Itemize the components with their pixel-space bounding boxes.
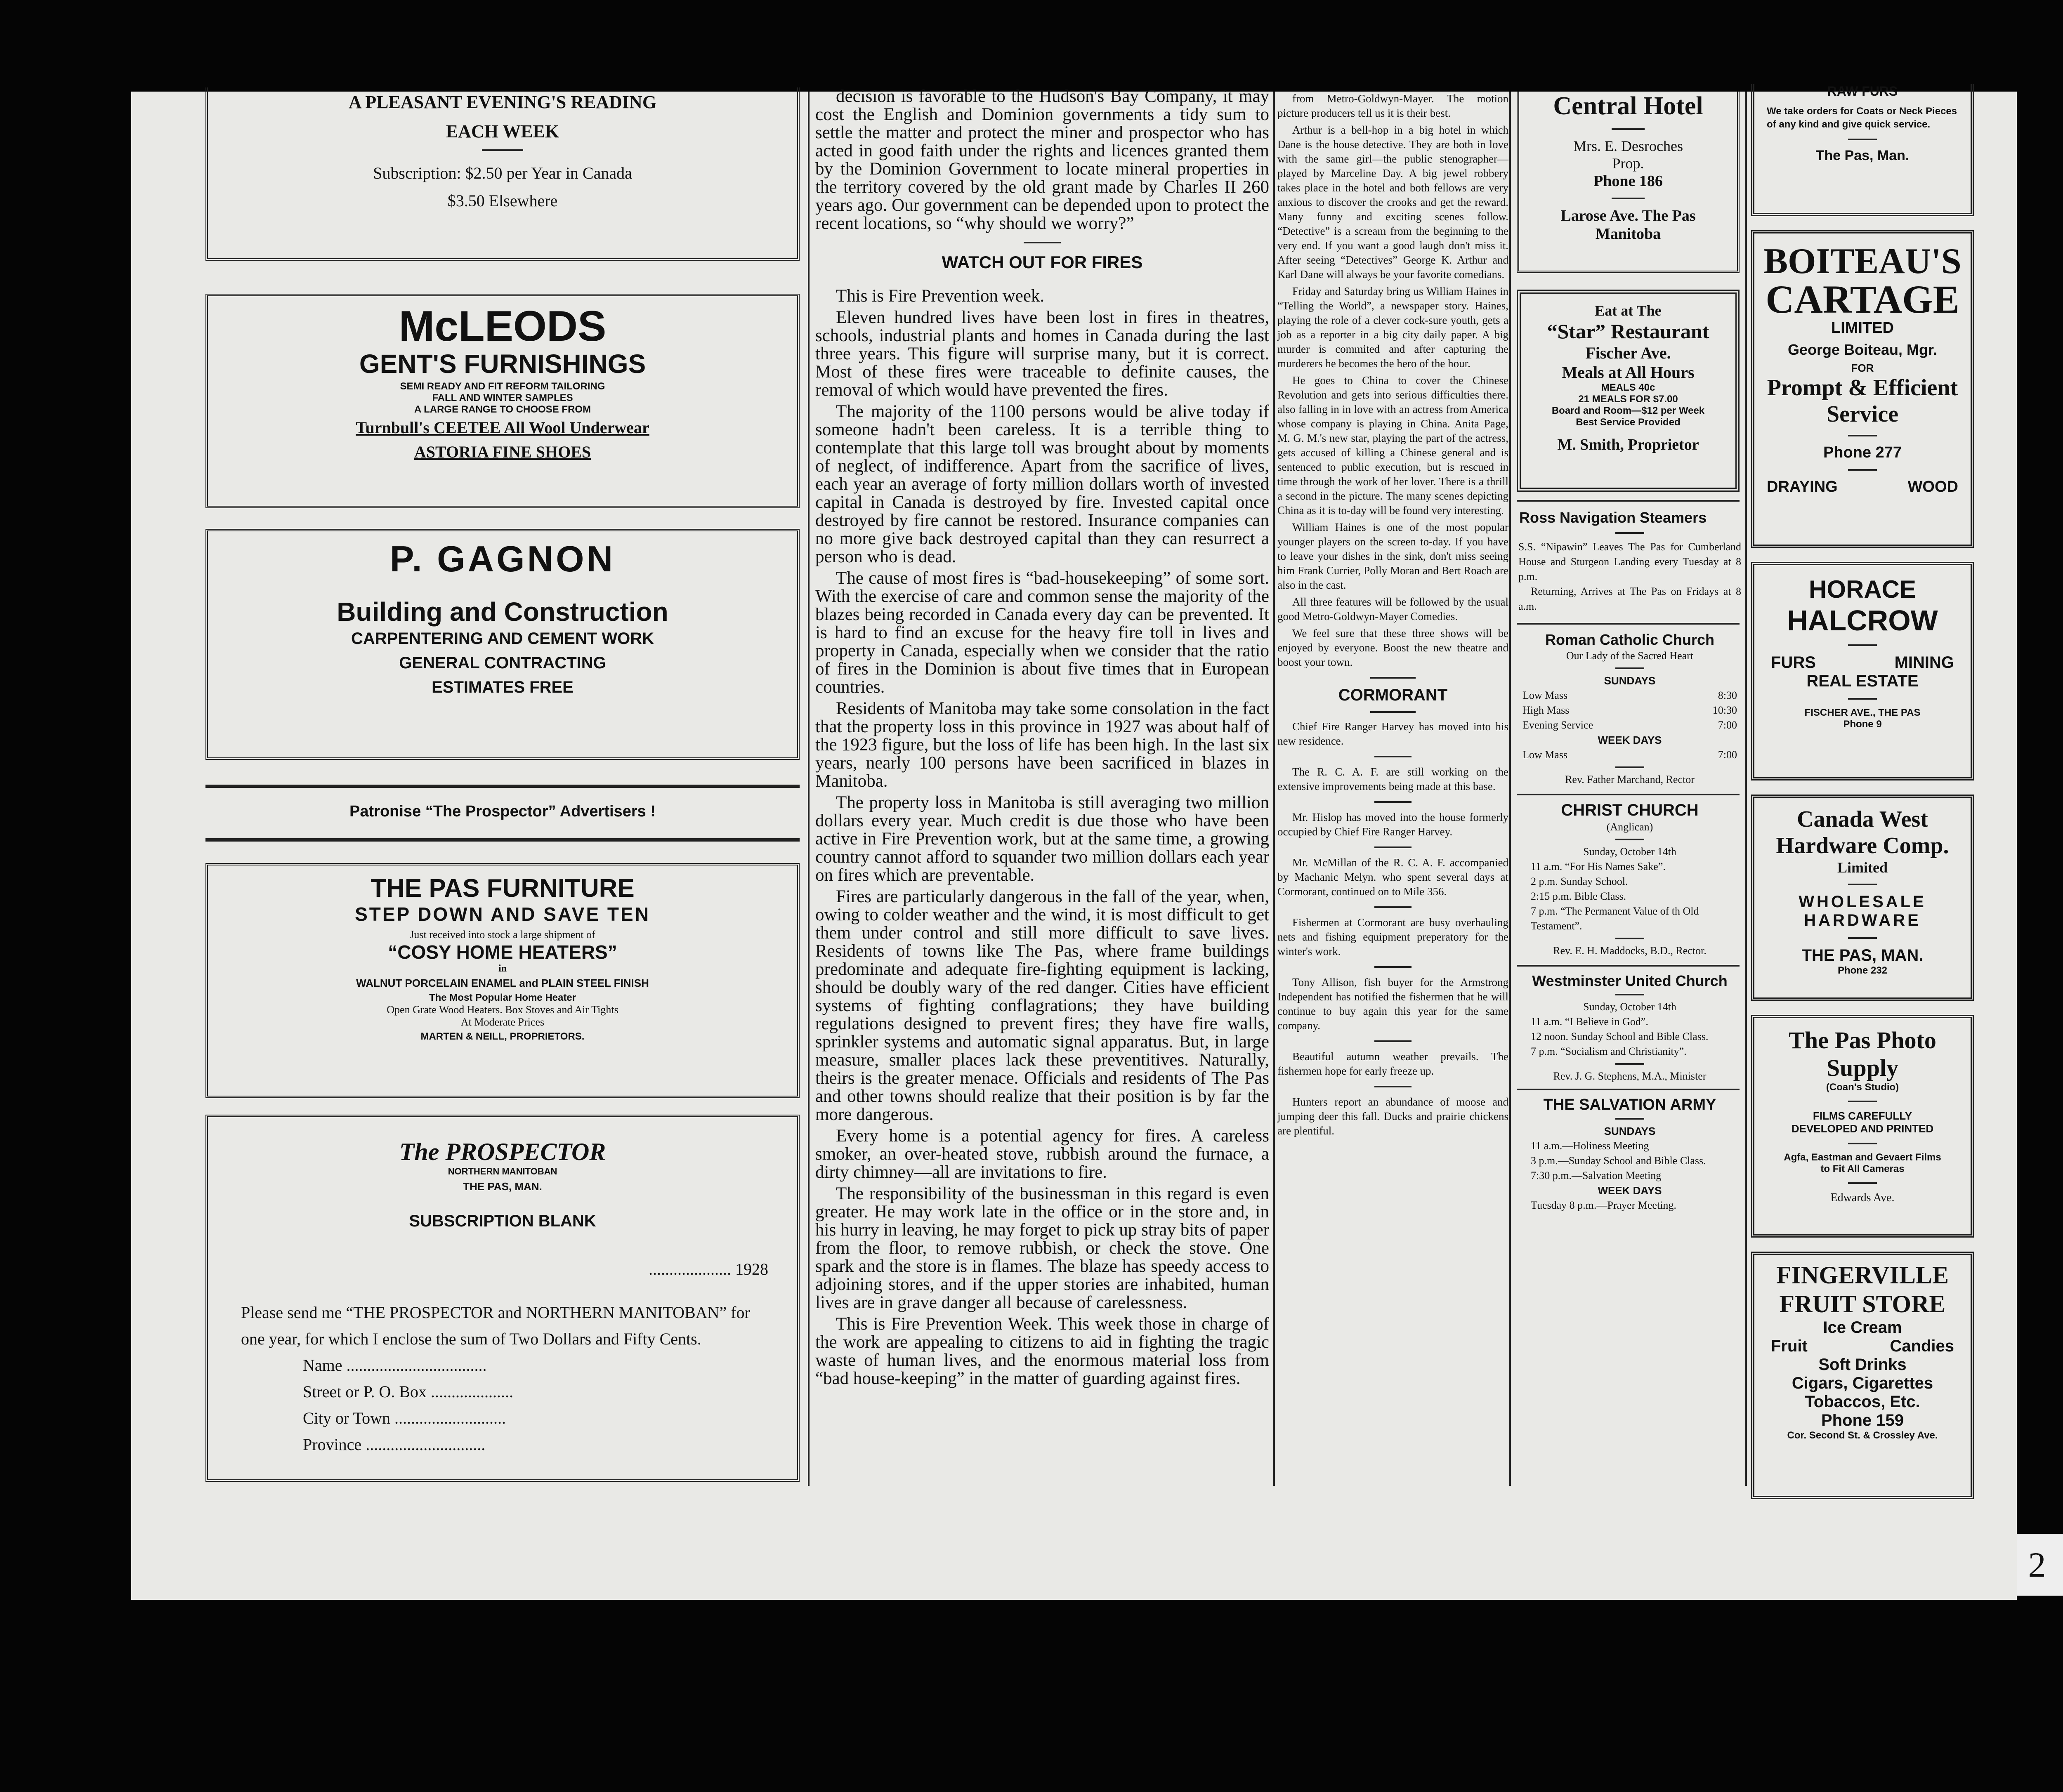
boiteau-name: CARTAGE: [1766, 277, 1959, 321]
photo-address: Edwards Ave.: [1830, 1191, 1895, 1204]
mcleods-underwear: Turnbull's CEETEE All Wool Underwear: [356, 418, 649, 437]
mcleods-shoes: ASTORIA FINE SHOES: [414, 443, 591, 461]
salvation-sundays: SUNDAYS: [1604, 1125, 1656, 1137]
reading-title: A PLEASANT EVENING'S READING: [348, 92, 657, 112]
prospector-town: THE PAS, MAN.: [463, 1180, 542, 1193]
raw-furs-ad: [1751, 84, 1974, 216]
roman-catholic-section: [1514, 631, 1745, 787]
mcleods-line: SEMI READY AND FIT REFORM TAILORING: [400, 381, 605, 392]
raw-furs-body: We take orders for Coats or Neck Pieces of any kind and give quick service.: [1767, 106, 1957, 130]
cormorant-item: Fishermen at Cormorant are busy overhauling nets and fishing equipment preperatory for the winter's work.: [1277, 916, 1508, 957]
fingerville-line: Soft Drinks: [1818, 1356, 1907, 1374]
article-paragraph: Residents of Manitoba may take some consolation in the fact that the property loss in this province in 1927 was about half of the 1923 figure, but the loss of life has been high. In the last six years, nearly 100 persons have been sacrificed in blazes in Manitoba.: [815, 699, 1269, 791]
hotel-name: Central Hotel: [1553, 92, 1703, 120]
editorial-column: [815, 87, 1269, 1391]
fingerville-ad: [1751, 1252, 1974, 1499]
service-line: 3 p.m.—Sunday School and Bible Class.: [1531, 1155, 1706, 1167]
furniture-line: At Moderate Prices: [460, 1016, 545, 1028]
christ-church-section: [1514, 801, 1745, 958]
city-field: City or Town ...........................: [303, 1409, 506, 1427]
prospector-logo: The PROSPECTOR: [399, 1138, 606, 1165]
film-paragraph: Arthur is a bell-hop in a big hotel in which Dane is the house detective. They are both in love with the same girl—the public stenographer—played by Marceline Day. A big jewel robbery takes place in the hotel and both fellows are very anxious to discover the crooks and get the reward. Many funny and exciting scenes follow. “Detective” is a scream from the beginning to the very end. If you want a good laugh don't miss it. After seeing “Detectives” George K. Arthur and Karl Dane will always be your favorite comedians.: [1277, 124, 1508, 281]
halcrow-name: HALCROW: [1787, 604, 1938, 637]
fingerville-phone: Phone 159: [1821, 1411, 1904, 1429]
cormorant-heading: CORMORANT: [1338, 686, 1448, 704]
furniture-line: in: [498, 963, 507, 974]
photo-name: The Pas Photo: [1789, 1027, 1936, 1054]
roman-rector: Rev. Father Marchand, Rector: [1565, 773, 1695, 785]
hotel-line: Manitoba: [1595, 225, 1661, 243]
service-name: High Mass: [1522, 704, 1570, 716]
film-paragraph: from Metro-Goldwyn-Mayer. The motion picture producers tell us it is their best.: [1277, 92, 1508, 119]
service-line: Tuesday 8 p.m.—Prayer Meeting.: [1531, 1199, 1676, 1211]
roman-sub: Our Lady of the Sacred Heart: [1566, 650, 1694, 662]
star-line: Best Service Provided: [1576, 417, 1681, 428]
right-ad-column: [1751, 84, 1978, 1499]
photo-line: Agfa, Eastman and Gevaert Films: [1784, 1152, 1941, 1163]
mcleods-name: McLEODS: [399, 302, 607, 350]
star-line: MEALS 40c: [1601, 382, 1655, 393]
service-time: 8:30: [1718, 689, 1737, 701]
hotel-line: Prop.: [1612, 155, 1644, 172]
service-name: Evening Service: [1522, 719, 1593, 731]
boiteau-line: WOOD: [1907, 478, 1958, 495]
subscription-elsewhere: $3.50 Elsewhere: [447, 191, 558, 210]
westminster-minister: Rev. J. G. Stephens, M.A., Minister: [1553, 1070, 1707, 1082]
service-line: 7 p.m. “The Permanent Value of th Old Testament”.: [1531, 905, 1699, 932]
westminster-section: [1514, 972, 1745, 1084]
westminster-title: Westminster United Church: [1532, 972, 1728, 989]
fingerville-address: Cor. Second St. & Crossley Ave.: [1787, 1430, 1938, 1441]
boiteau-name: BOITEAU'S: [1763, 241, 1962, 281]
boiteau-line: DRAYING: [1767, 478, 1838, 495]
cormorant-item: Mr. Hislop has moved into the house formerly occupied by Chief Fire Ranger Harvey.: [1277, 811, 1508, 838]
hotel-line: Larose Ave. The Pas: [1560, 207, 1696, 224]
raw-furs-title: RAW FURS: [1827, 84, 1898, 99]
cormorant-item: Tony Allison, fish buyer for the Armstrong Independent has notified the fishermen that he will continue to buy again this year for the same company.: [1277, 976, 1508, 1032]
furniture-heaters: “COSY HOME HEATERS”: [388, 941, 617, 963]
roman-weekdays: WEEK DAYS: [1598, 734, 1662, 746]
mcleods-ad: [205, 294, 800, 508]
star-line: Board and Room—$12 per Week: [1551, 405, 1705, 416]
furniture-slogan: STEP DOWN AND SAVE TEN: [355, 903, 650, 925]
reading-title2: EACH WEEK: [446, 121, 559, 141]
photo-line: DEVELOPED AND PRINTED: [1791, 1122, 1934, 1135]
star-line: Eat at The: [1595, 302, 1662, 319]
year-line: .................... 1928: [649, 1260, 768, 1278]
gagnon-line: Building and Construction: [337, 597, 668, 627]
service-name: Low Mass: [1522, 689, 1568, 701]
cormorant-item: Mr. McMillan of the R. C. A. F. accompanied by Machanic Melyn. who spent several days at Cormorant, continued on to Mile 356.: [1277, 856, 1508, 898]
westminster-date: Sunday, October 14th: [1583, 1001, 1676, 1013]
film-paragraph: Friday and Saturday bring us William Haines in “Telling the World”, a newspaper story. Haines, playing the role of a clever cock-sure youth, gets a job as a reporter in a big city daily paper. A big murder is commited and after capturing the murderers he becomes the hero of the hour.: [1277, 285, 1508, 370]
furniture-proprietors: MARTEN & NEILL, PROPRIETORS.: [420, 1031, 585, 1042]
service-line: 7:30 p.m.—Salvation Meeting: [1531, 1170, 1662, 1181]
christ-title: CHRIST CHURCH: [1561, 801, 1699, 819]
patronise-line: Patronise “The Prospector” Advertisers !: [349, 803, 656, 820]
ross-body: S.S. “Nipawin” Leaves The Pas for Cumberland House and Sturgeon Landing every Tuesday at 8 p.m.: [1518, 541, 1741, 582]
name-field: Name ..................................: [303, 1356, 487, 1375]
christ-sub: (Anglican): [1606, 821, 1653, 833]
photo-line: FILMS CAREFULLY: [1813, 1110, 1912, 1122]
salvation-weekdays: WEEK DAYS: [1598, 1184, 1662, 1197]
mcleods-subtitle: GENT'S FURNISHINGS: [359, 349, 646, 379]
canada-west-name: Canada West: [1797, 806, 1928, 832]
article-paragraph: The cause of most fires is “bad-housekeeping” of some sort. With the exercise of care and common sense the majority of the blazes being recorded in Canada every day can be prevented. It is hard to find an excuse for the heavy fire toll in lives and property in Canada, especially when we consider that the ratio of fires in the Dominion is about five times that in European countries.: [815, 568, 1269, 697]
film-paragraph: All three features will be followed by the usual good Metro-Goldwyn-Mayer Comedies.: [1277, 596, 1508, 622]
page-number: 2: [2028, 1545, 2046, 1585]
service-line: 2 p.m. Sunday School.: [1531, 875, 1628, 887]
service-time: 7:00: [1718, 749, 1737, 761]
fingerville-line: Fruit: [1771, 1337, 1808, 1355]
canada-west-line: WHOLESALE: [1799, 893, 1926, 911]
province-field: Province .............................: [303, 1435, 486, 1454]
article-paragraph: The responsibility of the businessman in this regard is even greater. He may work late in the office or in the store and, in his hurry in leaving, he may forget to pick up stray bits of paper from the floor, to remove rubbish, or check the stove. One spark and the store is in flames. The blaze has speedy access to adjoining stores, and if the upper stories are inhabited, human lives are in grave danger all because of carelessness.: [815, 1184, 1269, 1312]
service-time: 10:30: [1712, 704, 1737, 716]
furniture-line: Just received into stock a large shipment of: [410, 929, 595, 941]
furniture-line: WALNUT PORCELAIN ENAMEL and PLAIN STEEL FINISH: [356, 977, 649, 989]
newspaper-page: [131, 84, 2017, 1600]
service-time: 7:00: [1718, 719, 1737, 731]
boiteau-line: George Boiteau, Mgr.: [1787, 341, 1938, 358]
service-line: 11 a.m.—Holiness Meeting: [1531, 1140, 1649, 1152]
cormorant-item: Chief Fire Ranger Harvey has moved into his new residence.: [1277, 720, 1508, 747]
cormorant-item: Beautiful autumn weather prevails. The fishermen hope for early freeze up.: [1277, 1050, 1508, 1077]
service-line: 11 a.m. “For His Names Sake”.: [1531, 861, 1666, 872]
furniture-line: Open Grate Wood Heaters. Box Stoves and Air Tights: [387, 1004, 618, 1016]
halcrow-line: FURS: [1771, 653, 1816, 672]
hotel-phone: Phone 186: [1593, 172, 1663, 190]
central-hotel-ad: [1517, 92, 1740, 273]
halcrow-line: REAL ESTATE: [1806, 672, 1919, 690]
photo-line: (Coan's Studio): [1826, 1082, 1899, 1093]
boiteau-line: LIMITED: [1831, 319, 1894, 337]
street-field: Street or P. O. Box ....................: [303, 1382, 513, 1401]
gagnon-line: GENERAL CONTRACTING: [399, 654, 606, 672]
boiteau-line: Service: [1826, 401, 1899, 427]
christ-rector: Rev. E. H. Maddocks, B.D., Rector.: [1553, 945, 1707, 957]
cormorant-item: Hunters report an abundance of moose and jumping deer this fall. Ducks and prairie chickens are plentiful.: [1277, 1096, 1508, 1137]
service-line: 12 noon. Sunday School and Bible Class.: [1531, 1030, 1709, 1042]
canada-west-line: Limited: [1837, 859, 1888, 876]
fingerville-line: Candies: [1890, 1337, 1954, 1355]
mcleods-line: FALL AND WINTER SAMPLES: [432, 392, 573, 403]
service-line: 7 p.m. “Socialism and Christianity”.: [1531, 1045, 1687, 1057]
boiteau-line: FOR: [1851, 362, 1874, 374]
subscription-blank-ad: [205, 1115, 800, 1482]
salvation-army-section: [1514, 1096, 1745, 1213]
hotel-line: Mrs. E. Desroches: [1573, 138, 1683, 154]
gagnon-line: CARPENTERING AND CEMENT WORK: [351, 630, 654, 648]
fingerville-name: FINGERVILLE: [1776, 1261, 1949, 1289]
reading-ad: [205, 87, 800, 261]
cormorant-item: The R. C. A. F. are still working on the extensive improvements being made at this base.: [1277, 766, 1508, 792]
star-line: 21 MEALS FOR $7.00: [1578, 394, 1678, 405]
film-paragraph: We feel sure that these three shows will be enjoyed by everyone. Boost the new theatre and boost your town.: [1277, 627, 1508, 668]
canada-west-line: HARDWARE: [1804, 911, 1921, 929]
subscription-body: Please send me “THE PROSPECTOR and NORTHERN MANITOBAN” for one year, for which I enclose the sum of Two Dollars and Fifty Cents.: [241, 1303, 750, 1348]
article-paragraph: The property loss in Manitoba is still averaging two million dollars every year. Much credit is due those who have been active in Fire Prevention work, but at the same time, a growing country cannot afford to squander two million dollars each year on fires which are preventable.: [815, 793, 1269, 885]
photo-name: Supply: [1826, 1054, 1899, 1081]
fingerville-line: Cigars, Cigarettes: [1792, 1374, 1933, 1392]
fingerville-name: FRUIT STORE: [1779, 1290, 1946, 1318]
boiteau-ad: [1751, 230, 1974, 548]
article-paragraph: Fires are particularly dangerous in the fall of the year, when, owing to colder weather and the wind, it is most difficult to get them under control and still more difficult to save lives. Residents of towns like The Pas, where frame buildings predominate and adequate fire-fighting equipment is lacking, should be doubly wary of the red danger. Cities have efficient systems of fighting conflagrations; they have building regulations designed to prevent fires; they have fire walls, sprinkler systems and automatic signal apparatus. But, in large measure, smaller places lack these preventitives. Naturally, theirs is the greater menace. Officials and residents of The Pas and other towns should realize that their position is by far the more dangerous.: [815, 887, 1269, 1124]
roman-title: Roman Catholic Church: [1545, 631, 1715, 648]
article-intro: decision is favorable to the Hudson's Bay Company, it may cost the English and Dominion governments a tidy sum to settle the matter and protect the miner and prospector who has acted in good faith under the rights and licences granted them by the Dominion Government to locate mineral properties in the territory covered by the old grant made by Charles II 260 years ago. Our government can be depended upon to protect the recent locations, so “why should we worry?”: [815, 87, 1269, 233]
halcrow-line: MINING: [1894, 653, 1954, 672]
service-name: Low Mass: [1522, 749, 1568, 761]
canada-west-name: Hardware Comp.: [1776, 833, 1949, 858]
canada-west-phone: Phone 232: [1837, 965, 1888, 976]
star-line: Meals at All Hours: [1562, 363, 1695, 382]
ross-title: Ross Navigation Steamers: [1519, 509, 1707, 526]
photo-line: to Fit All Cameras: [1820, 1163, 1905, 1174]
mcleods-line: A LARGE RANGE TO CHOOSE FROM: [414, 404, 591, 415]
furniture-ad: [205, 863, 800, 1098]
service-line: 11 a.m. “I Believe in God”.: [1531, 1016, 1648, 1028]
film-paragraph: He goes to China to cover the Chinese Revolution and gets into serious difficulties there. also falling in in love with an actress from America whose company is playing in China. Anita Page, M. G. M.'s new star, playing the part of the actress, gets accused of killing a Chinese general and is sentenced to public execution, but is rescued in time through the work of her lover. There is a thrill a second in the picture. The many scenes depicting China as it is to-day will be found very interesting.: [1277, 374, 1508, 516]
christ-date: Sunday, October 14th: [1583, 846, 1676, 858]
star-line: Fischer Ave.: [1585, 344, 1671, 362]
subscription-blank-title: SUBSCRIPTION BLANK: [409, 1212, 596, 1230]
halcrow-name: HORACE: [1808, 575, 1916, 603]
gagnon-name: P. GAGNON: [389, 538, 616, 579]
article-paragraph: Every home is a potential agency for fires. A careless smoker, an over-heated stove, rubbish around the furnace, a dirty chimney—all are invitations to fire.: [815, 1126, 1269, 1182]
news-column: [1277, 92, 1508, 1141]
halcrow-ad: [1751, 562, 1974, 780]
roman-sundays: SUNDAYS: [1604, 674, 1656, 687]
film-paragraph: William Haines is one of the most popular younger players on the screen to-day. If you have to leave your dishes in the sink, don't miss seeing him Frank Currier, Polly Moran and Bert Roach are also in the cast.: [1277, 521, 1508, 591]
halcrow-phone: Phone 9: [1843, 719, 1882, 730]
boiteau-phone: Phone 277: [1823, 444, 1902, 461]
furniture-line: The Most Popular Home Heater: [429, 992, 576, 1003]
article-paragraph: The majority of the 1100 persons would be alive today if someone hadn't been careless. It is a terrible thing to contemplate that this large toll was brought about by moments of neglect, of indifference. Apart from the sacrifice of lives, each year an average of forty million dollars worth of invested capital in Canada is destroyed by fire. Invested capital once destroyed by fire cannot be restored. Insurance companies can no more give back destroyed capital than they can resurrect a person who is dead.: [815, 402, 1269, 566]
halcrow-address: FISCHER AVE., THE PAS: [1804, 707, 1921, 718]
furniture-name: THE PAS FURNITURE: [371, 874, 635, 903]
raw-furs-town: The Pas, Man.: [1815, 148, 1910, 163]
boiteau-line: Prompt & Efficient: [1767, 375, 1958, 401]
ross-body: Returning, Arrives at The Pas on Fridays at 8 a.m.: [1518, 585, 1741, 612]
star-name: “Star” Restaurant: [1547, 320, 1709, 343]
star-proprietor: M. Smith, Proprietor: [1557, 436, 1699, 453]
canada-west-ad: [1751, 795, 1974, 1001]
prospector-logo-sub: NORTHERN MANITOBAN: [448, 1166, 557, 1177]
photo-supply-ad: [1751, 1015, 1974, 1238]
canada-west-town: THE PAS, MAN.: [1801, 946, 1924, 964]
page-number-strip: [2017, 1534, 2063, 1596]
fingerville-line: Tobaccos, Etc.: [1805, 1393, 1920, 1411]
salvation-title: THE SALVATION ARMY: [1543, 1096, 1716, 1113]
star-restaurant-ad: [1517, 290, 1740, 492]
article-paragraph: This is Fire Prevention week.: [836, 286, 1045, 306]
fingerville-line: Ice Cream: [1823, 1318, 1902, 1337]
article-paragraph: This is Fire Prevention Week. This week those in charge of the work are appealing to citizens to aid in fighting the tragic waste of human lives, and the enormous material loss from “bad house-keeping” in the matter of guarding against fires.: [815, 1314, 1269, 1388]
article-paragraph: Eleven hundred lives have been lost in fires in theatres, schools, industrial plants and homes in Canada during the last three years. This figure will surprise many, but it is correct. Most of these fires were traceable to definite causes, the removal of which would have prevented the fires.: [815, 308, 1269, 400]
service-line: 2:15 p.m. Bible Class.: [1531, 890, 1626, 902]
subscription-price: Subscription: $2.50 per Year in Canada: [373, 164, 632, 182]
gagnon-ad: [205, 529, 800, 760]
churches-column: [1514, 92, 1745, 1213]
gagnon-line: ESTIMATES FREE: [432, 678, 574, 696]
article-heading: WATCH OUT FOR FIRES: [942, 252, 1143, 272]
